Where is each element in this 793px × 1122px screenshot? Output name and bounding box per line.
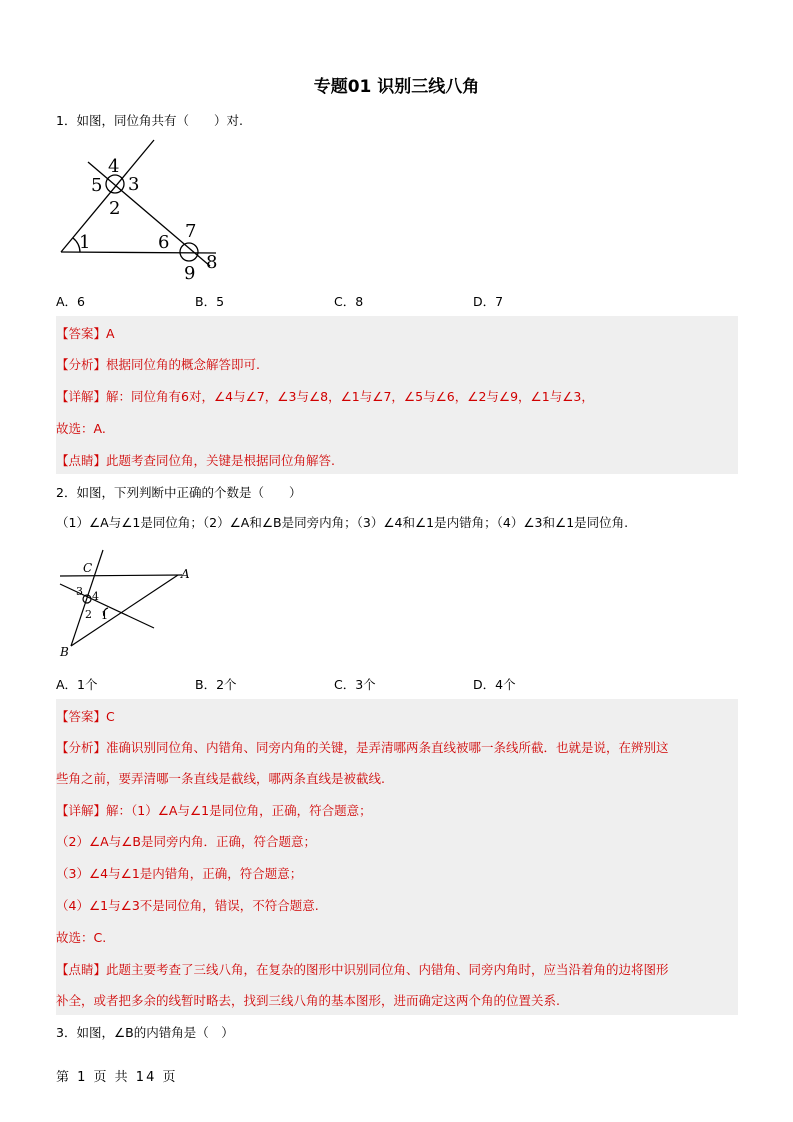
q2-figure [56,546,206,664]
q2-comment-1: 此题主要考查了三线八角，在复杂的图形中识别同位角、内错角、同旁内角时，应当沿着角的边将图形 [106,962,669,977]
q1-answer-line [56,324,115,342]
q2-label-3: 3 [76,585,83,598]
q2-detail-line [56,801,372,819]
q2-comment-tag: 【点睛】 [56,962,107,977]
q2-label-c: C [83,561,93,575]
q1-detail: 解：同位角有6对，∠4与∠7，∠3与∠8，∠1与∠7，∠5与∠6，∠2与∠9，∠1与∠3， [106,389,594,404]
q1-figure [56,134,226,284]
q1-analysis: 根据同位角的概念解答即可. [106,357,260,372]
q1-option-b[interactable]: B．5 [195,294,225,309]
q2-detail-2: （2）∠A与∠B是同旁内角．正确，符合题意； [56,834,316,849]
q1-stem: 1．如图，同位角共有（ ）对. [56,113,243,128]
q2-label-1: 1 [101,609,108,622]
q2-answer-tag: 【答案】 [56,709,107,724]
q1-label-4: 4 [108,156,120,177]
q1-label-2: 2 [109,198,121,219]
q2-analysis-1: 准确识别同位角、内错角、同旁内角的关键，是弄清哪两条直线被哪一条线所截．也就是说，在辨别这 [106,740,669,755]
q2-detail-1: 解：（1）∠A与∠1是同位角，正确，符合题意； [106,803,372,818]
q1-label-6: 6 [158,232,170,253]
q2-label-4: 4 [92,590,99,603]
q1-conclusion: 故选：A. [56,421,106,436]
page-title: 专题01 识别三线八角 [313,77,480,97]
q2-statements: （1）∠A与∠1是同位角；（2）∠A和∠B是同旁内角；（3）∠4和∠1是内错角；（4）∠3和∠1是同位角. [56,515,629,530]
q2-option-b[interactable]: B．2个 [195,677,237,692]
q2-comment-line [56,960,669,978]
q2-answer: C [106,709,115,724]
q2-detail-4: （4）∠1与∠3不是同位角，错误，不符合题意. [56,898,319,913]
q2-label-b: B [60,645,69,659]
q1-comment-tag: 【点睛】 [56,453,107,468]
q1-line-right [88,162,210,266]
q2-label-2: 2 [85,608,92,621]
q1-comment-line [56,451,335,469]
q2-line-top [60,575,182,576]
q1-label-5: 5 [91,175,103,196]
q1-label-9: 9 [184,263,196,284]
q1-analysis-tag: 【分析】 [56,357,107,372]
q2-options [56,675,656,693]
q2-analysis-tag: 【分析】 [56,740,107,755]
q2-option-a[interactable]: A．1个 [56,677,98,692]
q1-option-d[interactable]: D．7 [473,294,504,309]
q1-angle-circle-bottom [180,243,198,261]
q2-conclusion: 故选：C. [56,930,107,945]
q2-stem: 2．如图，下列判断中正确的个数是（ ） [56,485,302,500]
q2-detail-tag: 【详解】 [56,803,107,818]
q1-option-c[interactable]: C．8 [334,294,364,309]
q1-option-a[interactable]: A．6 [56,294,86,309]
q2-label-a: A [181,567,190,581]
q1-options [56,292,656,310]
page-footer: 第 1 页 共 14 页 [56,1070,178,1085]
q2-analysis-2: 些角之前，要弄清哪一条直线是截线，哪两条直线是被截线. [56,771,385,786]
q2-option-c[interactable]: C．3个 [334,677,376,692]
q2-comment-2: 补全，或者把多余的线暂时略去，找到三线八角的基本图形，进而确定这两个角的位置关系. [56,993,560,1008]
q3-stem: 3．如图，∠B的内错角是（ ） [56,1025,234,1040]
q1-angle-circle-top [106,175,124,193]
q1-detail-tag: 【详解】 [56,389,107,404]
q1-label-3: 3 [128,174,140,195]
q2-answer-box [56,699,738,1015]
q2-analysis-line [56,738,669,756]
q2-option-d[interactable]: D．4个 [473,677,516,692]
q1-answer-box [56,316,738,474]
q1-label-1: 1 [79,232,91,253]
q2-answer-line [56,707,115,725]
q2-detail-3: （3）∠4与∠1是内错角，正确，符合题意； [56,866,303,881]
q1-analysis-line [56,355,260,373]
q1-comment: 此题考查同位角，关键是根据同位角解答. [106,453,335,468]
q1-label-8: 8 [206,252,218,273]
q1-label-7: 7 [185,221,197,242]
q1-answer: A [106,326,115,341]
q1-detail-line [56,387,594,405]
q1-answer-tag: 【答案】 [56,326,107,341]
